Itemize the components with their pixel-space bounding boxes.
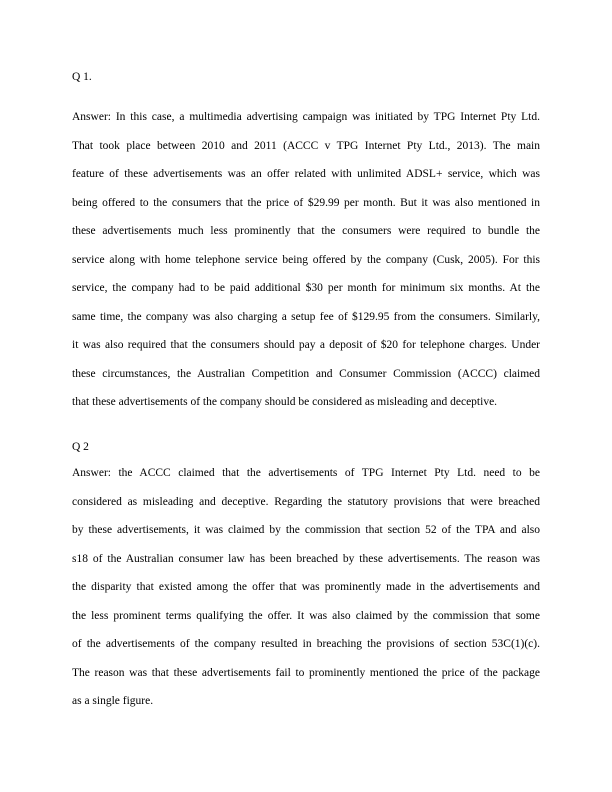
answer-line: service along with home telephone service being offered by the company (Cusk, 2005). For this	[72, 253, 540, 266]
question-1-answer	[72, 103, 540, 417]
answer-line: Answer: In this case, a multimedia advertising campaign was initiated by TPG Internet Pty Ltd.	[72, 111, 540, 123]
answer-line: That took place between 2010 and 2011 (ACCC v TPG Internet Pty Ltd., 2013). The main	[72, 139, 540, 152]
answer-line: The reason was that these advertisements fail to prominently mentioned the price of the package	[72, 666, 540, 679]
answer-line: these advertisements much less prominently that the consumers were required to bundle the	[72, 225, 540, 237]
question-2-answer	[72, 459, 540, 716]
answer-line: by these advertisements, it was claimed by the commission that section 52 of the TPA and also	[72, 524, 540, 536]
answer-line: as a single figure.	[72, 695, 154, 707]
answer-line: that these advertisements of the company should be considered as misleading and deceptive.	[72, 396, 498, 408]
answer-line: considered as misleading and deceptive. Regarding the statutory provisions that were breached	[72, 495, 540, 508]
answer-line: the less prominent terms qualifying the offer. It was also claimed by the commission that some	[72, 609, 540, 622]
answer-line: being offered to the consumers that the price of $29.99 per month. But it was also mentioned in	[72, 196, 540, 209]
question-1-heading: Q 1.	[72, 71, 92, 83]
answer-line: the disparity that existed among the offer that was prominently made in the advertisements and	[72, 581, 540, 593]
answer-line: of the advertisements of the company resulted in breaching the provisions of section 53C(1)(c).	[72, 638, 540, 650]
answer-line: these circumstances, the Australian Competition and Consumer Commission (ACCC) claimed	[72, 367, 540, 380]
answer-line: s18 of the Australian consumer law has been breached by these advertisements. The reason was	[72, 552, 540, 565]
answer-line: service, the company had to be paid additional $30 per month for minimum six months. At the	[72, 282, 540, 294]
answer-line: feature of these advertisements was an offer related with unlimited ADSL+ service, which was	[72, 168, 540, 180]
answer-line: it was also required that the consumers should pay a deposit of $20 for telephone charges. Under	[72, 339, 540, 351]
question-2-heading: Q 2	[72, 441, 89, 453]
answer-line: Answer: the ACCC claimed that the advertisements of TPG Internet Pty Ltd. need to be	[72, 467, 540, 479]
answer-line: same time, the company was also charging a setup fee of $129.95 from the consumers. Similarly,	[72, 310, 540, 323]
